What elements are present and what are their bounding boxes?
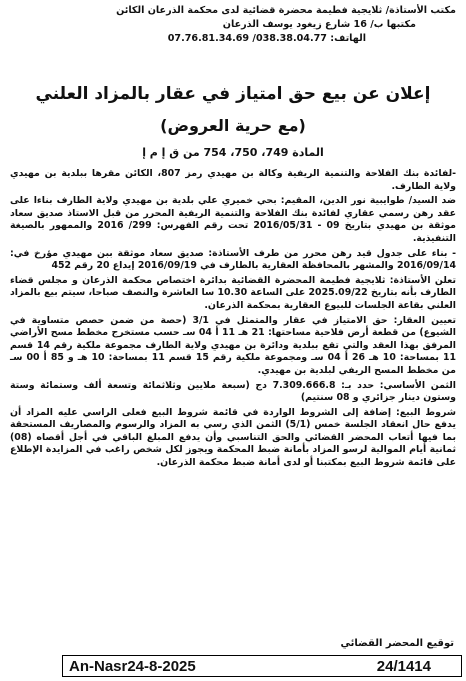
paragraph-beneficiary: -لفائدة بنك الفلاحة والتنمية الريفية وكالة بن مهيدي رمز 807، الكائن مقرها ببلدية بن مهيدي ولاية الطارف. <box>10 168 457 192</box>
office-phone-line: الهاتف: 038.38.04.77/ 07.76.81.34.69 <box>167 33 366 44</box>
notice-title: إعلان عن بيع حق امتياز في عقار بالمزاد العلني <box>35 84 431 104</box>
bailiff-office-header <box>6 4 456 46</box>
newspaper-date: An-Nasr24-8-2025 <box>69 657 196 675</box>
notice-number: 24/1414 <box>376 657 431 675</box>
bailiff-signature: توقيع المحضر القضائي <box>340 638 454 649</box>
paragraph-mortgage-registration: - بناء على جدول قيد رهن محرر من طرف الأستاذة: صديق سعاد موثقة ببن مهيدي مؤرخ في: 2016/09/14 والمشهر بالمحافظة العقارية بالطارف في 2016/09/19 إيداع 20 رقم 452 <box>10 247 456 272</box>
paragraph-sale-conditions: شروط البيع: إضافة إلى الشروط الواردة في قائمة شروط البيع فعلى الراسي عليه المزاد أن يدفع حال انعقاد الجلسة خمس (5/1) الثمن الذي رسي به المزاد والرسوم والمصاريف المستحقة بما فيها أتعاب المحضر القضائي والحق التناسبي وأن يدفع المبلغ الباقي في أجل أقصاه (08) ثمانية أيام الموالية لرسو المزاد بأمانة ضبط المحكمة ويجوز لكل شخص راغب في المزايدة الإطلاع على قائمة شروط البيع بمكتبنا أو لدى أمانة ضبط محكمة الذرعان. <box>10 406 456 469</box>
paragraph-base-price: الثمن الأساسي: حدد بـ: 7.309.666.8 دج (سبعة ملايين وثلاثمائة وتسعة ألف وستمائة وستة وستون دينار جزائري و 08 سنتيم) <box>10 379 456 404</box>
paragraph-property-designation: تعيين العقار: حق الامتياز في عقار والمتمثل في 3/1 (حصة من ضمن حصص متساوية في الشيوع) من قطعة أرض فلاحية مساحتها: 21 هـ 11 أ 04 سـ حسب مستخرج مخطط مسح الأراضي المرفق بهذا العقد والتي تقع ببلدية ودائرة بن مهيدي ولاية الطارف مجموعة ملكية رقم 14 قسم 11 بمساحة: 10 هـ 26 أ 04 سـ ومجموعة ملكية رقم 15 قسم 11 بمساحة: 10 هـ و 85 أ 00 سـ من مخطط المسح الريفي لبلدية بن مهيدي. <box>10 314 457 376</box>
office-address-line-2: مكتبها ب/ 16 شارع زيغود يوسف الذرعان <box>222 19 416 30</box>
notice-body <box>10 168 456 472</box>
office-address-line-1: مكتب الأستاذة/ ثلايجية فطيمة محضرة قضائية لدى محكمة الذرعان الكائن <box>116 5 456 16</box>
legal-articles-reference: المادة 749، 750، 754 من ق إ م إ <box>142 146 324 159</box>
notice-subtitle: (مع حرية العروض) <box>160 116 306 135</box>
paragraph-sale-announcement: تعلن الأستاذة: ثلايجية فطيمة المحضرة القضائية بدائرة اختصاص محكمة الذرعان و مجلس قضاء الطارف بأنه بتاريخ 2025.09/22 على الساعة 10.30 سا العاشرة والنصف صباحا، سيتم بيع بالمزاد العلني بقاعة الجلسات للبيوع العقارية بمحكمة الذرعان. <box>10 274 456 311</box>
paragraph-defendant: ضد السيد/ طوايبية نور الدين، المقيم: بحي خميري علي بلدية بن مهيدي ولاية الطارف بناءا على عقد رهن رسمي عقاري لفائدة بنك الفلاحة والتنمية الريفية المحرر من قبل الاستاذ صديق سعاد موثقة بن مهيدي بتاريخ 09 - 2016/05/31 تحت رقم الفهرس: 299/ 2016 والممهور بالصيغة التنفيذية. <box>10 195 456 244</box>
publication-footer <box>62 655 462 677</box>
